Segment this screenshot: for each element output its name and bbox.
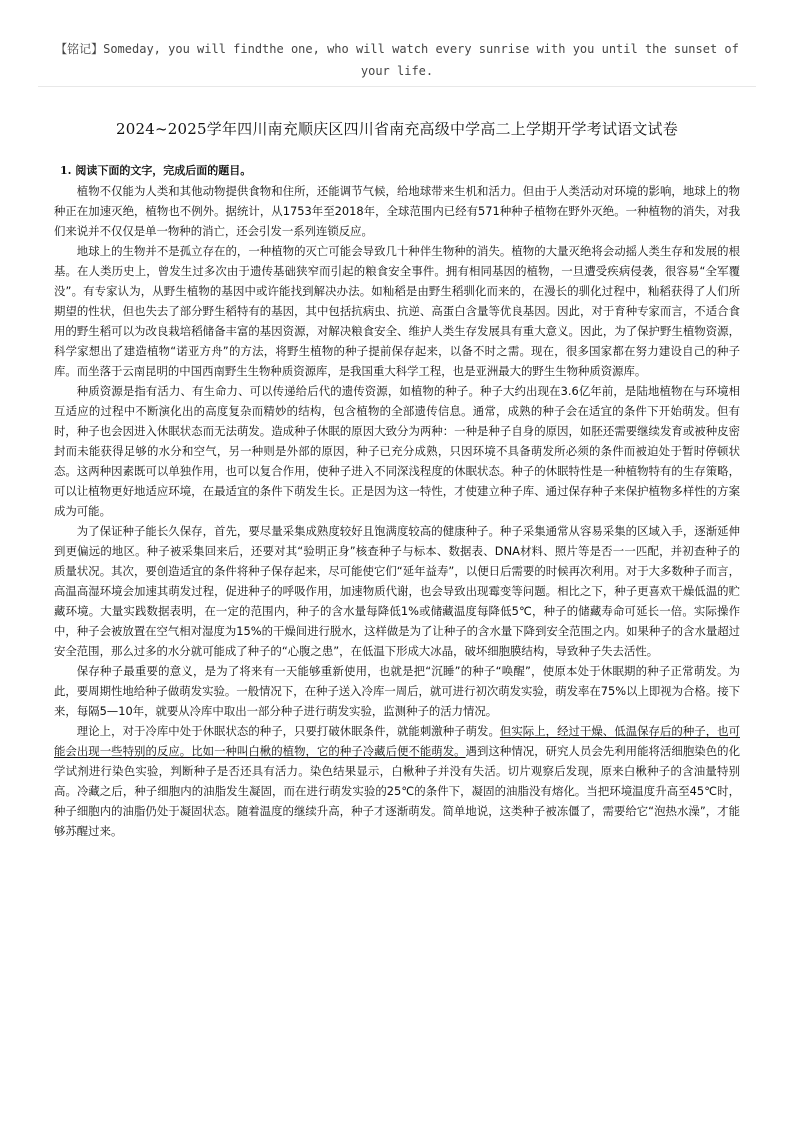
- passage-paragraph: 种质资源是指有活力、有生命力、可以传递给后代的遗传资源，如植物的种子。种子大约出现在3.6亿年前，是陆地植物在与环境相互适应的过程中不断演化出的高度复杂而精妙的结构，包含植物的全部遗传信息。通常，成熟的种子会在适宜的条件下开始萌发。但有时，种子也会因进入休眠状态而无法萌发。造成种子休眠的原因大致分为两种：一种是种子自身的原因，如胚还需要继续发育或被种皮密封而未能获得足够的水分和空气，另一种则是外部的原因，种子已充分成熟，只因环境不具备萌发所必须的条件而被迫处于暂时停顿状态。这两种因素既可以单独作用，也可以复合作用，使种子进入不同深浅程度的休眠状态。种子的休眠特性是一种植物特有的生存策略，可以让植物更好地适应环境，在最适宜的条件下萌发生长。正是因为这一特性，才使建立种子库、通过保存种子来保护植物多样性的方案成为可能。: [54, 384, 740, 518]
- passage-paragraph: 植物不仅能为人类和其他动物提供食物和住所，还能调节气候，给地球带来生机和活力。但由于人类活动对环境的影响，地球上的物种正在加速灭绝，植物也不例外。据统计，从1753年至2018年，全球范围内已经有571种种子植物在野外灭绝。一种植物的消失，对我们来说并不仅仅是单一物种的消亡，还会引发一系列连锁反应。: [54, 184, 740, 238]
- passage-paragraph: 为了保证种子能长久保存，首先，要尽量采集成熟度较好且饱满度较高的健康种子。种子采集通常从容易采集的区域入手，逐渐延伸到更偏远的地区。种子被采集回来后，还要对其“验明正身”核查种子与标本、数据表、DNA材料、照片等是否一一匹配，并初查种子的质量状况。其次，要创造适宜的条件将种子保存起来，尽可能使它们“延年益寿”，以便日后需要的时候再次利用。对于大多数种子而言，高温高湿环境会加速其萌发过程，促进种子的呼吸作用，加速物质代谢，也会导致出现霉变等问题。相比之下，种子更喜欢干燥低温的贮藏环境。大量实践数据表明，在一定的范围内，种子的含水量每降低1%或储藏温度每降低5℃，种子的储藏寿命可延长一倍。实际操作中，种子会被放置在空气相对湿度为15%的干燥间进行脱水，这样做是为了让种子的含水量下降到安全范围之内。如果种子的含水量超过安全范围，那么过多的水分就可能成了种子的“心腹之患”，在低温下形成大冰晶，破坏细胞膜结构，导致种子失去活性。: [54, 524, 740, 658]
- passage-paragraph: 保存种子最重要的意义，是为了将来有一天能够重新使用，也就是把“沉睡”的种子“唤醒”，使原本处于休眠期的种子正常萌发。为此，要周期性地给种子做萌发实验。一般情况下，在种子送入冷库一周后，就可进行初次萌发实验，萌发率在75%以上即视为合格。接下来，每隔5—10年，就要从冷库中取出一部分种子进行萌发实验，监测种子的活力情况。: [54, 664, 740, 718]
- document-title: 2024~2025学年四川南充顺庆区四川省南充高级中学高二上学期开学考试语文试卷: [116, 120, 678, 138]
- last-paragraph-before: 理论上，对于冷库中处于休眠状态的种子，只要打破休眠条件，就能刺激种子萌发。: [76, 724, 500, 738]
- header-divider: [38, 86, 756, 87]
- question-label: 1. 阅读下面的文字，完成后面的题目。: [60, 164, 252, 177]
- last-paragraph-after: 遇到这种情况，研究人员会先利用能将活细胞染色的化学试剂进行染色实验，判断种子是否还具有活力。染色结果显示，白楸种子并没有失活。切片观察后发现，原来白楸种子的含油量特别高。冷藏之后，种子细胞内的油脂发生凝固，而在进行萌发实验的25℃的条件下，凝固的油脂没有熔化。当把环境温度升高至45℃时，种子细胞内的油脂仍处于凝固状态。随着温度的继续升高，种子才逐渐萌发。简单地说，这类种子被冻僵了，需要给它“泡热水澡”，才能够苏醒过来。: [54, 744, 740, 838]
- passage-body: [54, 181, 740, 841]
- passage-paragraph: 地球上的生物并不是孤立存在的，一种植物的灭亡可能会导致几十种伴生物种的消失。植物的大量灭绝将会动摇人类生存和发展的根基。在人类历史上，曾发生过多次由于遗传基础狭窄而引起的粮食安全事件。拥有相同基因的植物，一旦遭受疾病侵袭，很容易“全军覆没”。有专家认为，从野生植物的基因中或许能找到解决办法。如籼稻是由野生稻驯化而来的，在漫长的驯化过程中，籼稻获得了人们所期望的性状，但也失去了部分野生稻特有的基因，其中包括抗病虫、抗逆、高蛋白含量等优良基因。因此，对于育种专家而言，不适合食用的野生稻可以为改良栽培稻储备丰富的基因资源，对解决粮食安全、维护人类生存发展具有重大意义。因此，为了保护野生植物资源，科学家想出了建造植物“诺亚方舟”的方法，将野生植物的种子提前保存起来，以备不时之需。现在，很多国家都在努力建设自己的种子库。而坐落于云南昆明的中国西南野生生物种质资源库，是我国重大科学工程，也是亚洲最大的野生生物种质资源库。: [54, 244, 740, 378]
- underlined-sentence: 但实际上，经过干燥、低温保存后的种子，也可能会出现一些特别的反应。比如一种叫白楸的植物，它的种子冷藏后便不能萌发。: [54, 724, 740, 758]
- passage-paragraph-last: [54, 721, 740, 841]
- header-motto: 【铭记】Someday, you will findthe one, who will watch every sunrise with you until the sunset of your life.: [55, 42, 739, 78]
